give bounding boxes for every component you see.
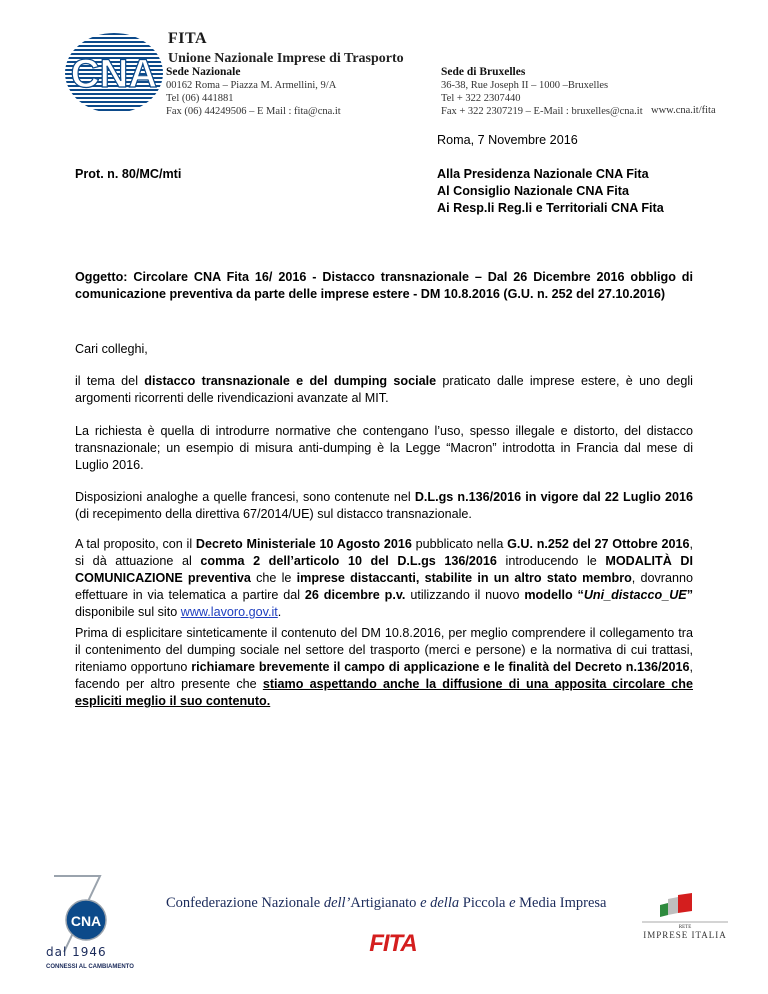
recipient: Ai Resp.li Reg.li e Territoriali CNA Fita xyxy=(437,201,664,215)
bold-text: richiamare brevemente il campo di applicazione e le finalità del Decreto n.136/2016 xyxy=(191,660,690,674)
fita-logo xyxy=(350,929,436,955)
brand-name: FITA xyxy=(168,30,208,47)
italic-text: dell’ xyxy=(323,895,351,911)
rome-address: 00162 Roma – Piazza M. Armellini, 9/A xyxy=(166,80,337,91)
rete-small: RETE xyxy=(678,925,692,930)
brussels-tel: Tel + 322 2307440 xyxy=(441,93,521,104)
brand-block xyxy=(168,30,404,67)
text: introducendo le xyxy=(496,554,606,568)
fita-logo-text: FITA xyxy=(369,930,417,955)
text: pubblicato nella xyxy=(411,537,508,551)
text: (di recepimento della direttiva 67/2014/UE) sul distacco transnazionale. xyxy=(75,507,472,521)
cna-70-mark xyxy=(40,874,150,974)
rete-main: IMPRESE ITALIA xyxy=(643,930,727,940)
text: , si dà attuazione al xyxy=(75,537,693,568)
text: Piccola xyxy=(459,895,510,911)
italic-text: e della xyxy=(420,895,460,911)
italic-text: e xyxy=(509,895,516,911)
lavoro-link[interactable]: www.lavoro.gov.it xyxy=(180,605,278,619)
cna-logo xyxy=(64,29,168,115)
rete-imprese-italia-logo xyxy=(640,893,730,943)
paragraph-1 xyxy=(75,373,693,407)
recipients xyxy=(437,166,664,217)
bold-text: modello “ xyxy=(524,588,584,602)
cna-logo-text: CNA xyxy=(70,52,158,96)
letter-date: Roma, 7 Novembre 2016 xyxy=(437,133,578,147)
text: Artigianato xyxy=(350,895,421,911)
confederation-line xyxy=(166,895,607,912)
text: disponibile sul sito xyxy=(75,605,181,619)
rome-tel: Tel (06) 441881 xyxy=(166,93,234,104)
recipient: Al Consiglio Nazionale CNA Fita xyxy=(437,184,629,198)
bold-text: imprese distaccanti, stabilite in un altro stato membro xyxy=(296,571,632,585)
text: utilizzando il nuovo xyxy=(405,588,525,602)
text: Disposizioni analoghe a quelle francesi, sono contenute nel xyxy=(75,490,415,504)
bold-text: distacco transnazionale e del dumping sociale xyxy=(144,374,437,388)
text: , dovranno effettuare in via telematica a partire dal xyxy=(75,571,694,602)
paragraph-2: La richiesta è quella di introdurre normative che contengano l’uso, spesso illegale e distorto, del distacco transnazionale; un esempio di misura anti-dumping è la Legge “Macron” introdotta in Francia dal mese di Luglio 2016. xyxy=(75,424,693,472)
bold-italic-text: Uni_distacco_UE xyxy=(583,588,687,602)
brussels-fax: Fax + 322 2307219 – E-Mail : bruxelles@cna.it xyxy=(441,106,643,117)
rome-office-title: Sede Nazionale xyxy=(166,66,241,78)
text: . xyxy=(277,605,282,619)
bold-underlined-text: stiamo aspettando anche la diffusione di una apposita circolare che espliciti meglio il suo contenuto. xyxy=(75,677,694,708)
paragraph-4 xyxy=(75,536,693,621)
protocol-number: Prot. n. 80/MC/mti xyxy=(75,167,182,181)
website-header: www.cna.it/fita xyxy=(651,105,716,116)
bold-text: G.U. n.252 del 27 Ottobre 2016 xyxy=(507,537,690,551)
rome-office xyxy=(166,66,341,118)
text: il tema del xyxy=(75,374,145,388)
text: , facendo per altro presente che xyxy=(75,660,693,691)
cna-70-logo-text: CNA xyxy=(70,913,102,929)
text: A tal proposito, con il xyxy=(75,537,196,551)
text: praticato dalle imprese estere, è uno degli argomenti ricorrenti delle rivendicazioni avanzate al MIT. xyxy=(75,374,693,405)
bold-text: MODALITÀ DI COMUNICAZIONE preventiva xyxy=(75,554,693,585)
text: che le xyxy=(250,571,297,585)
text: Prima di esplicitare sinteticamente il contenuto del DM 10.8.2016, per meglio comprendere il collegamento tra il contenimento del dumping sociale nel settore del trasporto (merci e persone) e la normativa di cui trattasi, riteniamo opportuno xyxy=(75,626,693,674)
bold-text: 26 dicembre p.v. xyxy=(304,588,406,602)
bold-text: Decreto Ministeriale 10 Agosto 2016 xyxy=(195,537,412,551)
text: Media Impresa xyxy=(515,895,607,911)
rome-fax: Fax (06) 44249506 – E Mail : fita@cna.it xyxy=(166,106,341,117)
bold-text: ” xyxy=(686,588,693,602)
cna-since: dal 1946 xyxy=(46,945,107,959)
bold-text: D.L.gs n.136/2016 in vigore dal 22 Luglio 2016 xyxy=(414,490,693,504)
brussels-office-title: Sede di Bruxelles xyxy=(441,66,526,78)
brussels-office xyxy=(441,66,643,118)
paragraph-3 xyxy=(75,489,693,523)
text: Confederazione Nazionale xyxy=(166,895,324,911)
bold-text: comma 2 dell’articolo 10 del D.L.gs 136/2016 xyxy=(200,554,497,568)
paragraph-5 xyxy=(75,625,693,710)
recipient: Alla Presidenza Nazionale CNA Fita xyxy=(437,167,649,181)
brand-subtitle: Unione Nazionale Imprese di Trasporto xyxy=(168,51,404,66)
greeting: Cari colleghi, xyxy=(75,342,148,356)
subject-line: Oggetto: Circolare CNA Fita 16/ 2016 - Distacco transnazionale – Dal 26 Dicembre 2016 obbligo di comunicazione preventiva da parte delle imprese estere - DM 10.8.2016 (G.U. n. 252 del 27.10.2016) xyxy=(75,270,693,301)
cna-70-logo xyxy=(40,874,150,974)
brussels-address: 36-38, Rue Joseph II – 1000 –Bruxelles xyxy=(441,80,609,91)
cna-tagline: CONNESSI AL CAMBIAMENTO xyxy=(46,964,134,970)
